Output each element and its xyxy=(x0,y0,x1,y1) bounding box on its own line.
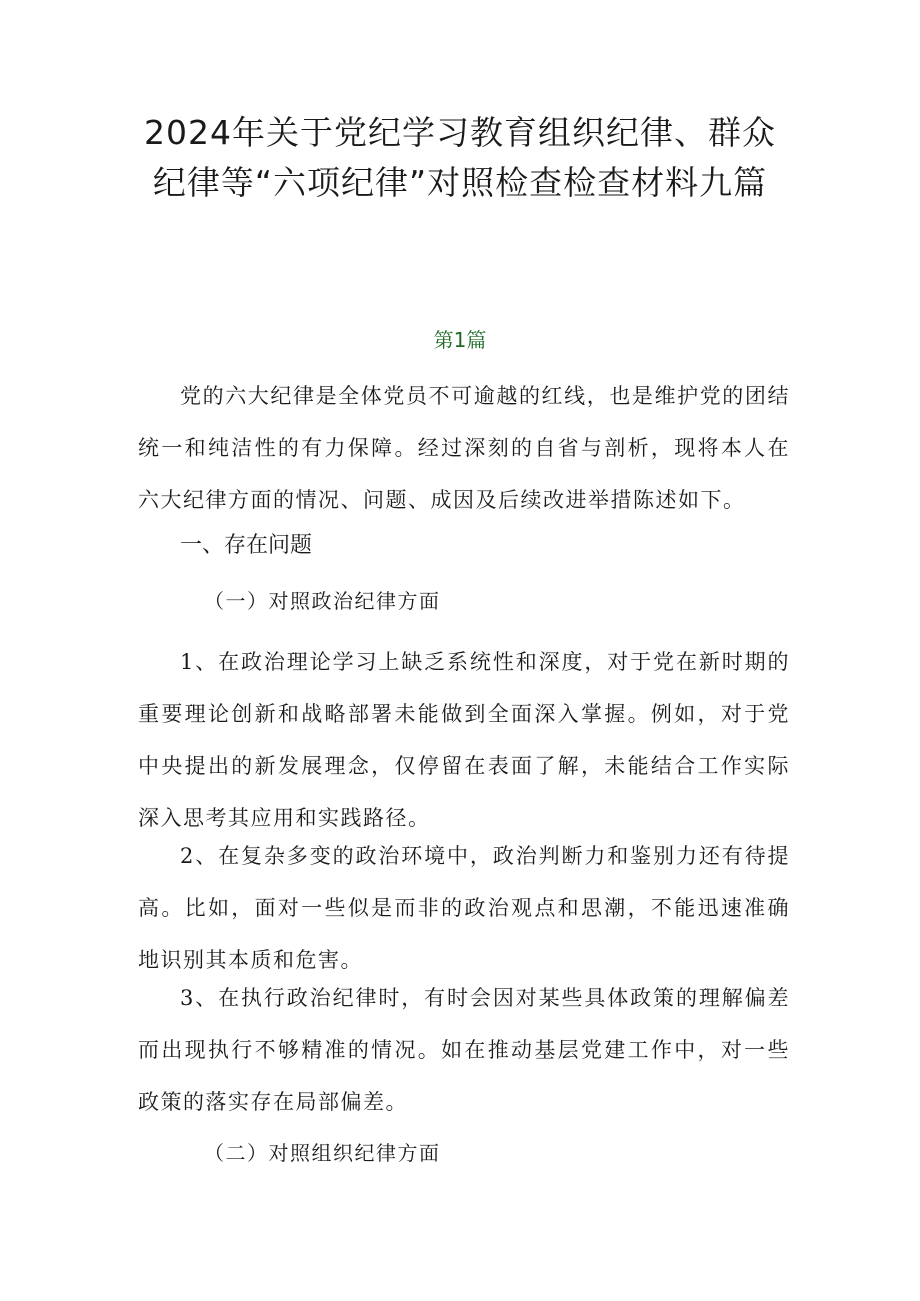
subheading-organizational: （二）对照组织纪律方面 xyxy=(204,1141,441,1165)
item-2-paragraph: 2、在复杂多变的政治环境中，政治判断力和鉴别力还有待提高。比如，面对一些似是而非的政治观点和思潮，不能迅速准确地识别其本质和危害。 xyxy=(138,844,790,972)
subheading-political: （一）对照政治纪律方面 xyxy=(204,589,441,613)
document-title: 2024年关于党纪学习教育组织纪律、群众纪律等“六项纪律”对照检查检查材料九篇 xyxy=(144,113,776,202)
section-label: 第1篇 xyxy=(433,328,487,352)
item-1-paragraph: 1、在政治理论学习上缺乏系统性和深度，对于党在新时期的重要理论创新和战略部署未能做到全面深入掌握。例如，对于党中央提出的新发展理念，仅停留在表面了解，未能结合工作实际深入思考其应用和实践路径。 xyxy=(138,650,790,830)
item-3-paragraph: 3、在执行政治纪律时，有时会因对某些具体政策的理解偏差而出现执行不够精准的情况。如在推动基层党建工作中，对一些政策的落实存在局部偏差。 xyxy=(138,986,790,1114)
heading-problems: 一、存在问题 xyxy=(180,533,313,558)
intro-paragraph: 党的六大纪律是全体党员不可逾越的红线，也是维护党的团结统一和纯洁性的有力保障。经过深刻的自省与剖析，现将本人在六大纪律方面的情况、问题、成因及后续改进举措陈述如下。 xyxy=(138,384,790,512)
